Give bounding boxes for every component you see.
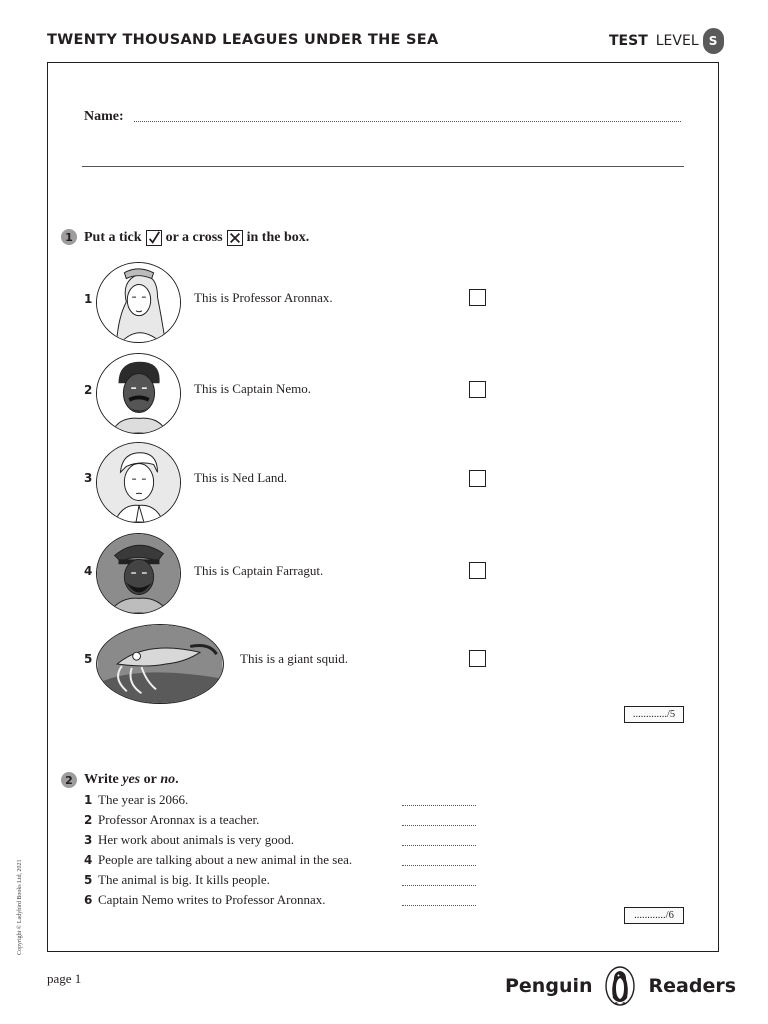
section-2-instruction [84, 771, 179, 789]
question-text: The animal is big. It kills people. [98, 872, 270, 887]
item-sentence: This is Ned Land. [194, 470, 288, 485]
item-number: 4 [84, 564, 93, 578]
item-number: 1 [84, 292, 93, 306]
ned-land-portrait-icon [96, 442, 181, 523]
answer-checkbox[interactable] [469, 381, 486, 398]
brand-penguin-text: Penguin [505, 975, 593, 997]
answer-line[interactable] [402, 885, 476, 886]
instruction-no: no [160, 772, 176, 787]
document-title: TWENTY THOUSAND LEAGUES UNDER THE SEA [47, 32, 439, 48]
instruction-write: Write [84, 772, 119, 787]
giant-squid-illustration-icon [96, 624, 224, 704]
level-label: LEVEL [655, 33, 699, 49]
section-2-score-box[interactable]: ............/6 [624, 907, 684, 924]
instruction-or: or [143, 772, 157, 787]
answer-checkbox[interactable] [469, 650, 486, 667]
section-1-instruction [84, 228, 309, 248]
answer-line[interactable] [402, 805, 476, 806]
question-text: Professor Aronnax is a teacher. [98, 812, 260, 827]
section-1-score-box[interactable]: ............./5 [624, 706, 684, 723]
section-1-number: 1 [61, 229, 77, 245]
cross-symbol-icon [227, 230, 243, 246]
question-number: 3 [84, 833, 93, 847]
item-number: 5 [84, 652, 93, 666]
level-badge: S [703, 28, 724, 54]
penguin-readers-brand [505, 965, 736, 1007]
name-second-line[interactable] [82, 166, 684, 167]
answer-line[interactable] [402, 905, 476, 906]
copyright-notice: Copyright © Ladybird Books Ltd, 2021 [17, 859, 23, 955]
section-2-number: 2 [61, 772, 77, 788]
tick-symbol-icon [146, 230, 162, 246]
woman-portrait-icon [96, 262, 181, 343]
instruction-text-2: or a cross [165, 230, 223, 245]
item-sentence: This is Captain Farragut. [194, 563, 324, 578]
item-sentence: This is a giant squid. [240, 651, 348, 666]
test-label: TEST [609, 33, 648, 49]
question-text: Her work about animals is very good. [98, 832, 295, 847]
question-number: 1 [84, 793, 93, 807]
answer-checkbox[interactable] [469, 289, 486, 306]
question-number: 6 [84, 893, 93, 907]
item-sentence: This is Professor Aronnax. [194, 290, 333, 305]
question-text: The year is 2066. [98, 792, 189, 807]
answer-checkbox[interactable] [469, 562, 486, 579]
instruction-text-1: Put a tick [84, 230, 142, 245]
answer-line[interactable] [402, 865, 476, 866]
captain-farragut-portrait-icon [96, 533, 181, 614]
question-number: 5 [84, 873, 93, 887]
answer-line[interactable] [402, 825, 476, 826]
answer-line[interactable] [402, 845, 476, 846]
instruction-period: . [175, 772, 179, 787]
answer-checkbox[interactable] [469, 470, 486, 487]
name-label: Name: [84, 109, 124, 124]
brand-readers-text: Readers [648, 975, 737, 997]
captain-nemo-portrait-icon [96, 353, 181, 434]
name-input-line[interactable] [134, 121, 681, 122]
item-number: 2 [84, 383, 93, 397]
penguin-logo-icon [605, 966, 635, 1006]
page-number: page 1 [47, 971, 82, 986]
question-text: People are talking about a new animal in the sea. [98, 852, 353, 867]
instruction-text-3: in the box. [246, 230, 310, 245]
item-sentence: This is Captain Nemo. [194, 381, 311, 396]
item-number: 3 [84, 471, 93, 485]
question-number: 2 [84, 813, 93, 827]
test-level-header [609, 28, 724, 54]
question-number: 4 [84, 853, 93, 867]
question-text: Captain Nemo writes to Professor Aronnax. [98, 892, 326, 907]
instruction-yes: yes [122, 772, 141, 787]
